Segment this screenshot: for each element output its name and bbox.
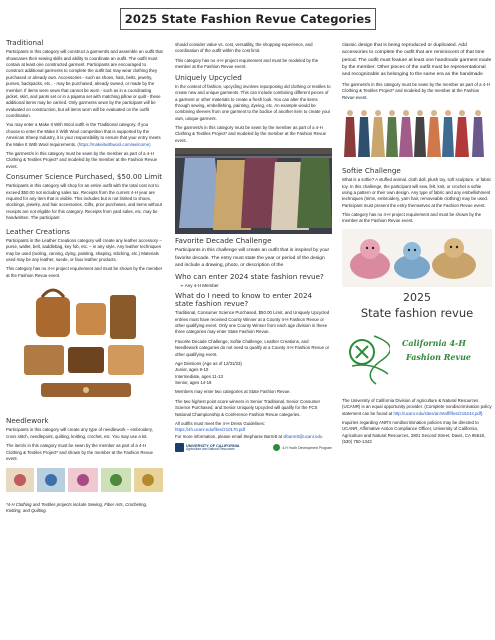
upcycled-text-2: The garment/s in this category must be sewn by the member as part of a 4-H Clothing & Textiles Project* and modeled by the member at the Fashion Revue event.: [175, 125, 327, 143]
decade-cont-text-2: The garment/s in this category must be sewn by the member as part of a 4-H Clothing & Textiles Project* and modeled by the member at the Fashion Revue event.: [342, 81, 490, 100]
needlework-heading: Needlework: [6, 416, 49, 426]
who-heading: Who can enter 2024 state fashion revue?: [175, 271, 324, 281]
needlework-text-2: The item/s in this category must be sewn by the member as part of a 4-H Clothing & Textiles Project* and shown by the member at the Fashion Revue event.: [6, 443, 153, 461]
contact-email-link[interactable]: slbarrett@ucanr.edu: [283, 433, 323, 439]
column-right: [342, 42, 492, 448]
column-middle: [175, 42, 332, 452]
vintage-outfits-illustration: [342, 105, 492, 161]
needlework-samples-photo: [6, 466, 163, 496]
consumer-heading: Consumer Science Purchased, $50.00 Limit: [6, 172, 163, 182]
traditional-heading: Traditional: [6, 38, 44, 47]
softie-text-2: This category has no 4-H project requirement and must be shown by the member at the Fashion Revue event.: [342, 212, 482, 224]
ribbon-line-1: California 4-H: [402, 337, 466, 348]
traditional-text-2: [6, 122, 163, 148]
poster: [342, 291, 492, 320]
traditional-text-1: Participants in this category will construct a garment/s and assemble an outfit that showcases their sewing skills and ability to coordinate an outfit. The outfit must contain at least one constructed garment. Participants are encouraged to construct additional garments to complete the outfit but may wear clothing they purchased or already own. Accessories - such as shoes, hats, belts, jewelry, purses, backpacks, etc., - may be purchased, already owned, or made by the member. If items were sewn that cannot be worn - such as in a coordinating jacket, skirt, and pants set or in a pajama set with matching pillow or quilt - these additional items may be carried. Only garments sewn by the participant will be evaluated on construction, but all items worn will be evaluated on the outfit coordination.: [6, 49, 163, 119]
ribbon-line-2: Fashion Revue: [406, 351, 472, 362]
footnote: *4-H Clothing and Textiles projects include Sewing, Fiber Arts, Crocheting, Knitting, and Quilting.: [6, 502, 148, 514]
what-text-6: [175, 421, 332, 434]
legal-policy-link[interactable]: http://ucanr.edu/sites/anrstaff/files/215244.pdf: [393, 410, 482, 416]
uc-seal-icon: [175, 443, 184, 452]
uc-logo-text: UNIVERSITY OF CALIFORNIA: [186, 443, 240, 448]
arrow-bullet-icon: ➢: [180, 282, 184, 288]
dress-guidelines-link[interactable]: https://4h.ucanr.edu/files/210170.pdf: [175, 427, 246, 433]
fashion-revue-graphic: [342, 326, 492, 388]
footer-logos: [175, 443, 332, 452]
page-title: 2025 State Fashion Revue Categories: [124, 12, 372, 26]
contact-text: For more information, please email Stephanie Barrett at: [175, 433, 282, 439]
traditional-wool-text: You may enter a Make It With Wool outfit in the Traditional category. If you choose to enter the Make it With Wool competition that is supported by the American Sheep Industry, it is your responsibility to ensure that your entry meets the Make It With Wool requirements.: [6, 122, 161, 147]
legal-statement: The University of California Division of Agriculture & Natural Resources (UCANR) is an equal opportunity provider. (Complete nondiscrimination policy statement can be found at: [342, 397, 492, 416]
what-text-7: [175, 434, 332, 440]
decade-heading: Favorite Decade Challenge: [175, 236, 272, 246]
age-division-intermediate: Intermediate, ages 11-13: [175, 373, 223, 379]
column-left: [6, 36, 163, 517]
poster-year: 2025: [403, 290, 431, 304]
4h-logo: [273, 444, 332, 451]
what-text-4: Members may enter two categories at State Fashion Revue.: [175, 389, 291, 395]
consumer-text-1: Participants in this category will shop for an entire outfit with the total cost not to exceed $50.00 not including sales tax. Receipts from the current 4-H year are required for any item that is visible. This includes but is not limited to shoes, stockings, jewelry, and hair accessories. Gifts, prior purchases, and items without receipts are not eligible for this category. Receipts from yard sales, etc. may be handwritten. The participant: [6, 183, 162, 221]
legal-statement-end: ): [481, 410, 483, 416]
traditional-text-3: The garment/s in this category must be sewn by the member as part of a 4-H Clothing & Textiles Project* and modeled by the member at the Fashion Revue event.: [6, 150, 158, 169]
title-box: [120, 8, 376, 30]
what-text-2: Favorite Decade Challenge, Softie Challenge, Leather Creations, and Needlework categories do not need to qualify at a County 4-H Fashion Revue or other qualifying event.: [175, 338, 330, 357]
consumer-cont-text-2: This category has no 4-H project requirement and must be modeled by the member at the Fashion Revue event.: [175, 57, 319, 70]
what-text-5: The two highest point score winners in Senior Traditional, Senior Consumer Science Purchased, and Senior Uniquely Upcycled will qualify for the FCS National Championship & Conference Fashion Revue categories.: [175, 398, 321, 417]
what-text-1: Traditional, Consumer Science Purchased, $50.00 Limit, and Uniquely Upcycled entries must have received County Winner at a County 4-H Fashion Revue or other qualifying event. Only one County Winner from each age division in these three categories may enter State Fashion Revue.: [175, 310, 330, 335]
age-divisions-label: Age Divisions (Age as of 12/31/23): [175, 360, 242, 366]
leather-text-2: This category has no 4-H project requirement and must be shown by the member at the Fashion Revue event.: [6, 266, 163, 278]
age-division-senior: Senior, ages 14-18: [175, 380, 212, 386]
poster-title: State fashion revue: [360, 305, 474, 320]
what-heading: What do I need to know to enter 2024 state fashion revue?: [175, 290, 313, 309]
leather-goods-photo: [6, 285, 163, 413]
wool-link[interactable]: (https://makeitwithwool.com/welcome): [77, 141, 151, 147]
consumer-cont-text-1: should consider value vs. cost, versatility, the shopping experience, and coordination of the outfit within the cost limit.: [175, 42, 313, 54]
who-list-item: [180, 283, 332, 289]
upcycled-clothes-photo: [175, 148, 332, 234]
needlework-text-1: Participants in this category will create any type of needlework – embroidery, cross stitch, needlepoint, quilting, knitting, crochet, etc. You may use a kit.: [6, 427, 153, 439]
decade-text-1: Participants in this challenge will create an outfit that is inspired by your favorite decade. The entry must state the year or period of the design and include a drawing, photo, or description of the: [175, 248, 330, 269]
uc-anr-logo: [175, 443, 240, 452]
who-item-text: Any 4-H Member: [184, 282, 219, 288]
softie-toys-photo: [342, 229, 492, 287]
4h-logo-text: 4-H Youth Development Program: [282, 445, 332, 450]
leather-heading: Leather Creations: [6, 226, 70, 236]
leather-text-1: Participants in the Leather Creations category will create any leather accessory – purse, wallet, belt, saddlebag, key fob, etc. – in any style. Any leather techniques may be used (tooling, carving, dying, painting, shaping, stitching, etc.) Materials used may be any leather, suede, or faux leather products.: [6, 237, 162, 262]
clover-icon: [273, 444, 280, 451]
upcycled-heading: Uniquely Upcycled: [175, 72, 242, 82]
legal-text-1: [342, 398, 492, 417]
dress-guidelines-text: All outfits must meet the 4-H Dress Guidelines:: [175, 420, 266, 426]
upcycled-text-1: In the context of fashion, upcycling involves repurposing old clothing or textiles to create new and unique garments. This can include combining different pieces of a garment or other materials to create a fresh look. You can alter the items through sewing, embellishing, painting, dyeing, etc. An example would be combining sleeves from one garment to the bodice of another item to create your own, unique garment.: [175, 83, 331, 121]
legal-text-2: Inquiries regarding ANR's nondiscrimination policies may be directed to UCANR, Affirmative Action Compliance Officer, University of California, Agriculture and Natural Resources, 2801 Second Street, Davis, CA 95618, (530) 750-1343: [342, 419, 486, 445]
age-division-junior: Junior, ages 9-10: [175, 367, 209, 373]
softie-text-1: What is a softie? A stuffed animal, cloth doll, plush toy, soft sculpture, or fabric toy. In this challenge, the participant will sew, felt, knit, or crochet a softie using a pattern or their own design. Any type of fabric and any embellishment techniques (trims, embroidery, yarn hair, removeable clothing) may be used. Participant must present the entry themselves at the Fashion Revue event.: [342, 177, 492, 208]
decade-cont-text-1: classic design that is being reproduced or duplicated. Add accessories to complete the outfit that are reminiscent of that time period. The outfit must feature at least one handmade garment made by the member. Other pieces of the outfit must be representational and recognizable as belonging to the same era as the handmade: [342, 43, 492, 78]
uc-logo-subtext: Agriculture and Natural Resources: [186, 446, 235, 451]
softie-heading: Softie Challenge: [342, 165, 401, 175]
